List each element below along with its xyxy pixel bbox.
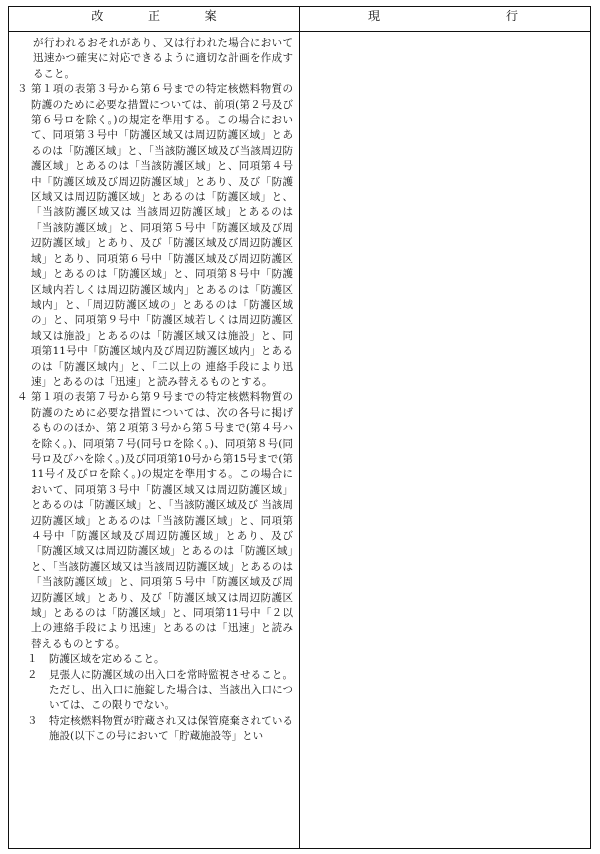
amended-column-header xyxy=(9,7,300,32)
paragraph-number: ４ xyxy=(17,391,28,404)
paragraph-3 xyxy=(17,82,293,390)
paragraph-4 xyxy=(17,390,293,652)
paragraph-text: 第１項の表第７号から第９号までの特定核燃料物質の防護のために必要な措置については、次の各号に掲げるもののほか、第２項第３号から第５号まで(第４号ハを除く。)、同項第７号(同号ロを除く。)、同項第８号(同号ロ及びハを除く。)及び同項第10号から第15号まで(第11号イ及びロを除く。)の規定を準用する。この場合において、同項第３号中「防護区域又は周辺防護区域」とあるのは「防護区域」と、「当該防護区域及び 当該周辺防護区域」とあるのは「当該防護区域」と、同項第４号中「防護区域及び周辺防護区域」とあり、及び「防護区域又は周辺防護区域」とあるのは「防護区域」と、「当該防護区域又は当該周辺防護区域」とあるのは「当該防護区域」と、同項第５号中「防護区域及び周辺防護区域」とあり、及び「防護区域又は周辺防護区域」とあるのは「防護区域」と、同項第11号中「２以上の連絡手段により迅速」とあるのは「迅速」と読み替えるものとする。 xyxy=(31,391,293,650)
comparison-table xyxy=(8,6,591,849)
current-text xyxy=(300,32,590,36)
current-header-char-2: 行 xyxy=(505,9,518,23)
item-text: 防護区域を定めること。 xyxy=(49,653,165,666)
item-number: ３ xyxy=(27,714,38,727)
current-header-char-1: 現 xyxy=(368,9,381,23)
continuation-text: が行われるおそれがあり、又は行われた場合において迅速かつ確実に対応できるように適切な計画を作成すること。 xyxy=(33,37,293,80)
item-number: １ xyxy=(27,653,38,666)
current-text-cell xyxy=(300,32,591,849)
paragraph-number: ３ xyxy=(17,83,28,96)
item-number: ２ xyxy=(27,668,38,681)
item-text: 特定核燃料物質が貯蔵され又は保管廃棄されている施設(以下この号において「貯蔵施設等」とい xyxy=(49,714,293,743)
current-column-header xyxy=(300,7,591,32)
item-3 xyxy=(17,714,293,745)
amended-header-char-2: 正 xyxy=(147,9,160,23)
amended-header-char-1: 改 xyxy=(91,9,104,23)
comparison-sheet xyxy=(8,6,591,849)
content-row xyxy=(9,32,591,849)
header-row xyxy=(9,7,591,32)
item-1 xyxy=(17,652,293,667)
amended-header-char-3: 案 xyxy=(204,9,217,23)
item-text: 見張人に防護区域の出入口を常時監視させること。ただし、出入口に施錠した場合は、当該出入口については、この限りでない。 xyxy=(49,668,293,712)
amended-text-cell xyxy=(9,32,300,849)
item-2 xyxy=(17,668,293,714)
paragraph-text: 第１項の表第３号から第６号までの特定核燃料物質の防護のために必要な措置については、前項(第２号及び第６号ロを除く。)の規定を準用する。この場合において、同項第３号中「防護区域又は周辺防護区域」とあるのは「防護区域」と、「当該防護区域及び当該周辺防護区域」とあるのは「当該防護区域」と、同項第４号中「防護区域及び周辺防護区域」とあり、及び「防護区域又は周辺防護区域」とあるのは「防護区域」と、「当該防護区域又は 当該周辺防護区域」とあるのは「当該防護区域」と、同項第５号中「防護区域及び周辺防護区域」とあり、及び「防護区域及び周辺防護区域」とあり、同項第６号中「防護区域及び周辺防護区域」とあるのは「防護区域」と、同項第８号中「防護区域内若しくは周辺防護区域内」とあるのは「防護区域内」と、「周辺防護区域の」とあるのは「防護区域の」と、同項第９号中「防護区域若しくは周辺防護区域又は施設」とあるのは「防護区域又は施設」と、同項第11号中「防護区域内及び周辺防護区域内」とあるのは「防護区域内」と、「二以上の 連絡手段により迅速」とあるのは「迅速」と読み替えるものとする。 xyxy=(31,83,293,388)
